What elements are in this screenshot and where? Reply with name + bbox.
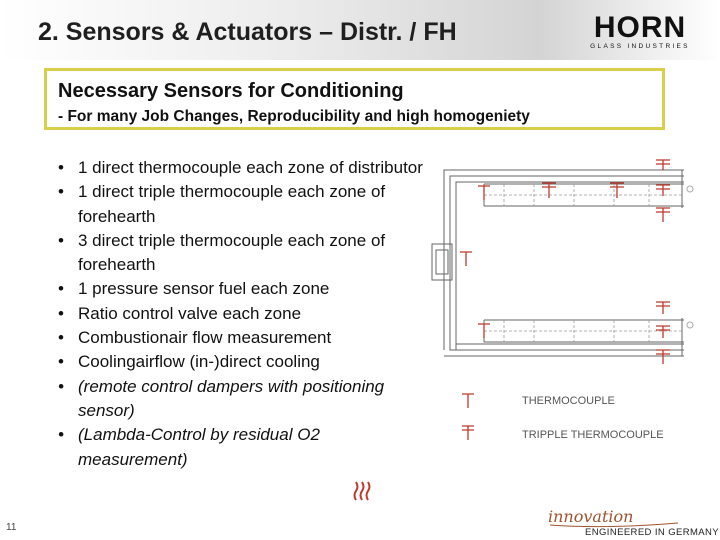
legend-triple-thermocouple-label: TRIPPLE THERMOCOUPLE xyxy=(522,429,664,441)
list-item: • Combustionair flow measurement xyxy=(56,326,426,350)
innovation-script-text: innovation xyxy=(548,507,634,526)
company-logo xyxy=(588,11,692,50)
heat-icon xyxy=(352,480,374,502)
list-item: • 1 direct triple thermocouple each zone of forehearth xyxy=(56,180,426,229)
list-item: • (Lambda-Control by residual O2 measurement) xyxy=(56,423,426,472)
innovation-script xyxy=(546,505,686,529)
footer-tagline: ENGINEERED IN GERMANY xyxy=(585,527,720,538)
logo-subtext: GLASS INDUSTRIES xyxy=(590,43,690,50)
thermocouple-markers xyxy=(460,186,490,338)
legend-thermocouple-label: THERMOCOUPLE xyxy=(522,395,615,407)
list-item: • 1 direct thermocouple each zone of distributor xyxy=(56,156,426,180)
list-item: • Ratio control valve each zone xyxy=(56,302,426,326)
list-item: • Coolingairflow (in-)direct cooling xyxy=(56,350,426,374)
conditioning-box xyxy=(44,68,665,130)
box-title: Necessary Sensors for Conditioning xyxy=(58,80,404,102)
channel-zones xyxy=(484,184,682,342)
list-item: • 1 pressure sensor fuel each zone xyxy=(56,277,426,301)
list-item: • (remote control dampers with positioning sensor) xyxy=(56,375,426,424)
distributor-outline xyxy=(432,170,684,356)
thermocouple-legend-icon xyxy=(462,394,474,408)
legend-triple-thermocouple xyxy=(462,426,664,441)
logo-wordmark: HORN xyxy=(593,11,687,44)
burner-ports xyxy=(687,186,693,328)
list-item: • 3 direct triple thermocouple each zone of forehearth xyxy=(56,229,426,278)
box-subtitle: - For many Job Changes, Reproducibility and high homogeniety xyxy=(58,108,530,125)
page-number: 11 xyxy=(6,522,17,533)
legend-thermocouple xyxy=(462,394,615,408)
triple-thermocouple-legend-icon xyxy=(462,426,474,440)
sensor-list xyxy=(56,156,426,472)
forehearth-diagram xyxy=(424,150,714,450)
triple-thermocouple-markers xyxy=(542,160,670,364)
slide-title: 2. Sensors & Actuators – Distr. / FH xyxy=(38,18,457,46)
